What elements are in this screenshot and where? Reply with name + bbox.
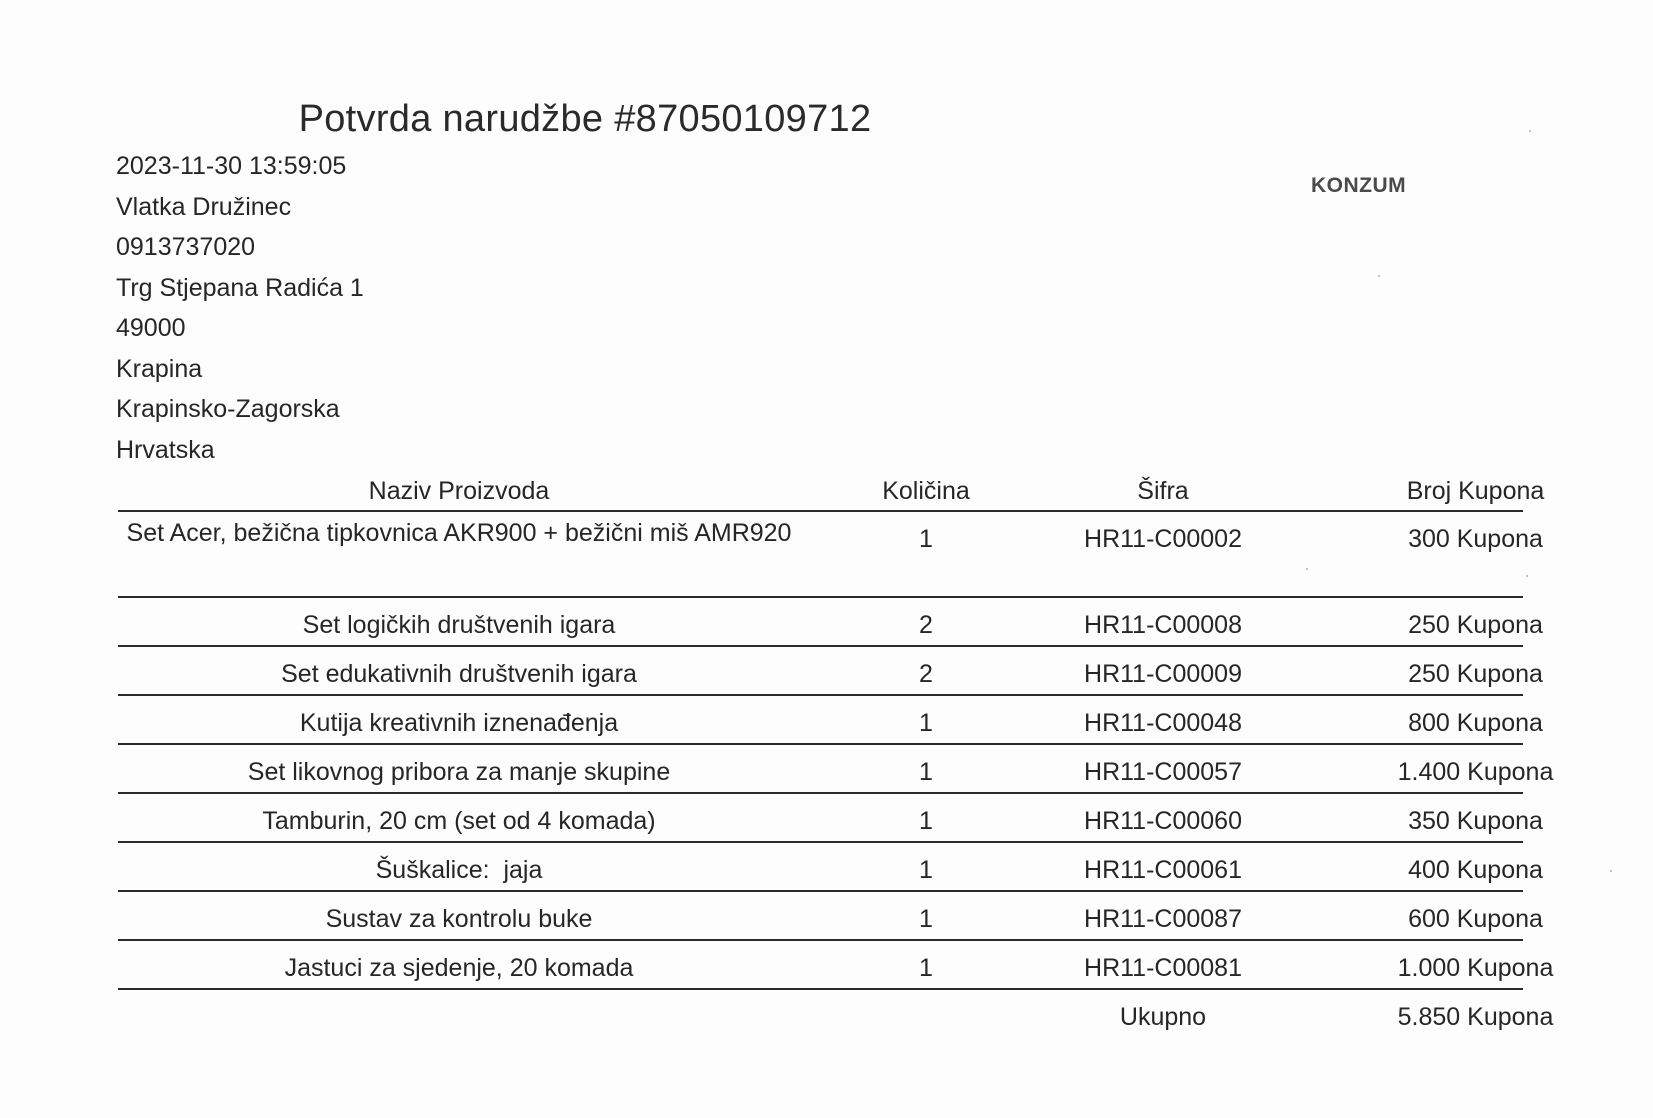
product-code: HR11-C00060 [1084, 807, 1242, 835]
product-quantity: 1 [919, 758, 933, 786]
scan-speck [1306, 568, 1308, 570]
product-code: HR11-C00087 [1084, 905, 1242, 933]
product-name: Set Acer, bežična tipkovnica AKR900 + bežični miš AMR920 [126, 519, 792, 547]
product-coupons: 800 Kupona [1408, 709, 1543, 737]
product-quantity: 1 [919, 954, 933, 982]
product-code: HR11-C00009 [1084, 660, 1242, 688]
header-product-name: Naziv Proizvoda [368, 477, 550, 505]
product-quantity: 1 [919, 856, 933, 884]
table-row [118, 512, 1543, 598]
order-datetime: 2023-11-30 13:59:05 [116, 152, 347, 180]
table-row [118, 745, 1554, 794]
customer-postal-code: 49000 [116, 314, 186, 342]
table-row [118, 941, 1554, 990]
table-row [118, 892, 1543, 941]
scan-speck [1526, 575, 1528, 577]
product-coupons: 1.000 Kupona [1397, 954, 1554, 982]
product-name: Tamburin, 20 cm (set od 4 komada) [262, 807, 656, 835]
konzum-logo: KONZUM [1311, 174, 1407, 197]
table-row [118, 696, 1543, 745]
product-code: HR11-C00081 [1084, 954, 1242, 982]
product-quantity: 1 [919, 905, 933, 933]
product-code: HR11-C00048 [1084, 709, 1242, 737]
product-code: HR11-C00061 [1084, 856, 1242, 884]
product-name: Set edukativnih društvenih igara [281, 660, 637, 688]
product-quantity: 1 [919, 709, 933, 737]
product-coupons: 350 Kupona [1408, 807, 1543, 835]
customer-name: Vlatka Družinec [116, 192, 292, 221]
customer-street: Trg Stjepana Radića 1 [116, 273, 364, 302]
customer-country: Hrvatska [116, 435, 215, 464]
product-name: Sustav za kontrolu buke [325, 905, 593, 933]
order-items-table [118, 474, 1554, 1036]
product-name: Set logičkih društvenih igara [302, 611, 616, 639]
product-quantity: 1 [919, 807, 933, 835]
table-row [118, 843, 1543, 892]
table-row [118, 794, 1543, 843]
total-row [118, 990, 1554, 1036]
product-coupons: 600 Kupona [1408, 905, 1543, 933]
product-code: HR11-C00002 [1084, 525, 1242, 553]
header-code: Šifra [1137, 477, 1189, 505]
table-row [118, 598, 1543, 647]
table-header-row [118, 474, 1545, 512]
scan-speck [1610, 870, 1612, 872]
product-coupons: 300 Kupona [1408, 525, 1543, 553]
scan-speck [1529, 130, 1531, 132]
product-quantity: 2 [919, 660, 933, 688]
product-coupons: 1.400 Kupona [1397, 758, 1554, 786]
document-title: Potvrda narudžbe #87050109712 [298, 98, 872, 140]
product-name: Šuškalice: jaja [375, 856, 543, 884]
product-code: HR11-C00008 [1084, 611, 1242, 639]
product-name: Jastuci za sjedenje, 20 komada [284, 954, 634, 982]
product-name: Set likovnog pribora za manje skupine [247, 758, 671, 786]
scan-speck [1378, 275, 1380, 277]
customer-city: Krapina [116, 354, 203, 383]
customer-phone: 0913737020 [116, 233, 256, 261]
product-quantity: 2 [919, 611, 933, 639]
product-coupons: 250 Kupona [1408, 611, 1543, 639]
product-quantity: 1 [919, 525, 933, 553]
header-quantity: Količina [882, 477, 970, 505]
table-row [118, 647, 1543, 696]
customer-address-block [116, 146, 364, 470]
customer-county: Krapinsko-Zagorska [116, 395, 340, 423]
product-coupons: 400 Kupona [1408, 856, 1543, 884]
product-code: HR11-C00057 [1084, 758, 1242, 786]
header-coupons: Broj Kupona [1406, 477, 1545, 505]
total-label: Ukupno [1119, 1003, 1207, 1031]
product-name: Kutija kreativnih iznenađenja [299, 709, 619, 737]
total-value: 5.850 Kupona [1397, 1003, 1554, 1031]
product-coupons: 250 Kupona [1408, 660, 1543, 688]
